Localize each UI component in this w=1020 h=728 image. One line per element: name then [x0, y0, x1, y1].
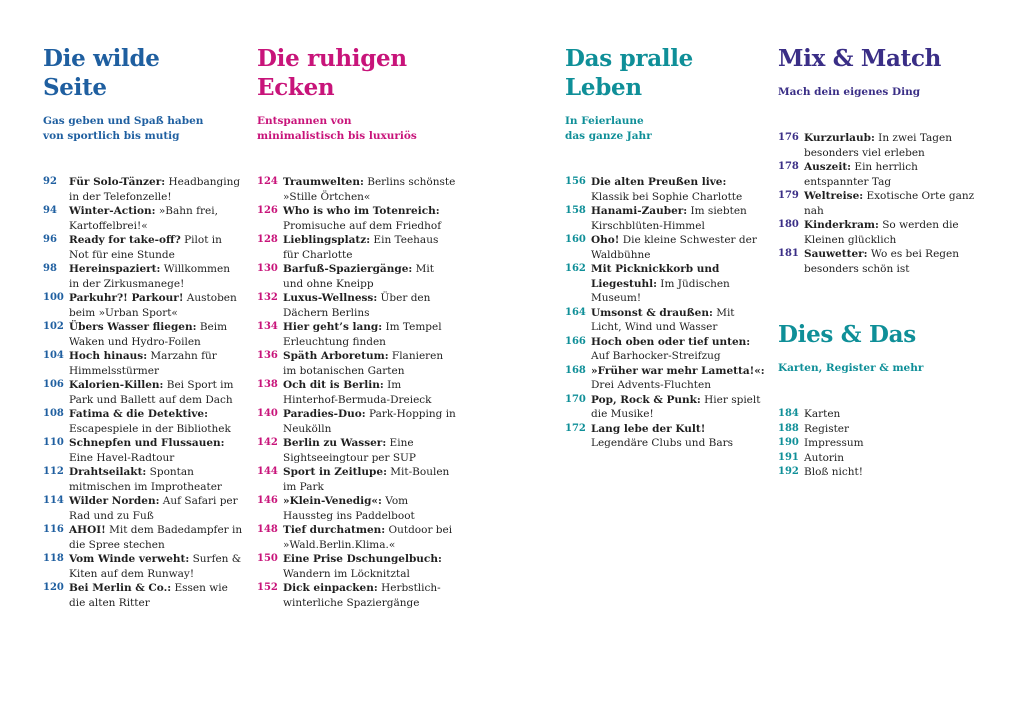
- toc-entry: [778, 218, 978, 247]
- entry-text: [283, 407, 457, 436]
- section-quiet: [257, 44, 457, 609]
- entry-description: Pilot in Not für eine Stunde: [69, 234, 222, 261]
- toc-entry: [778, 131, 978, 160]
- toc-entry: [257, 233, 457, 262]
- page-number: 176: [778, 132, 799, 143]
- section-subtitle: [778, 361, 978, 376]
- entry-description: Mit Licht, Wind und Wasser: [591, 306, 735, 333]
- toc-entry: [778, 465, 978, 480]
- toc-entry: [257, 494, 457, 523]
- entry-heading: Übers Wasser fliegen:: [69, 321, 197, 333]
- page-number: 190: [778, 437, 799, 448]
- entry-heading: Mit Picknickkorb und Liegestuhl:: [591, 263, 720, 290]
- toc-entry: [43, 523, 243, 552]
- page-number: 116: [43, 524, 64, 535]
- entry-text: [591, 233, 765, 262]
- page-number: 179: [778, 190, 799, 201]
- toc-entry: [778, 247, 978, 276]
- entry-description: Karten: [804, 408, 841, 420]
- entry-description: Drei Advents-Fluchten: [591, 379, 711, 391]
- entry-description: In zwei Tagen besonders viel erleben: [804, 132, 953, 159]
- toc-entry: [257, 407, 457, 436]
- entry-heading: Winter-Action:: [69, 205, 156, 217]
- entry-text: [69, 581, 243, 610]
- entry-heading: »Klein-Venedig«:: [283, 495, 382, 507]
- entry-heading: Hereinspaziert:: [69, 263, 161, 275]
- entry-description: Klassik bei Sophie Charlotte: [591, 190, 743, 203]
- entry-heading: Hoch oben oder tief unten:: [591, 335, 751, 348]
- entry-description: Mit und ohne Kneipp: [283, 263, 434, 290]
- page-number: 184: [778, 408, 799, 419]
- entry-text: [283, 175, 457, 204]
- entry-description: Surfen & Kiten auf dem Runway!: [69, 553, 242, 580]
- entry-text: [69, 436, 243, 465]
- entry-text: [591, 335, 765, 364]
- page-number: 96: [43, 234, 57, 245]
- entry-description: Im Jüdischen Museum!: [591, 277, 730, 304]
- entry-description: Legendäre Clubs und Bars: [591, 437, 734, 449]
- toc-entry: [43, 175, 243, 204]
- entry-description: »Bahn frei, Kartoffelbrei!«: [69, 205, 218, 232]
- page-number: 110: [43, 437, 64, 448]
- title-line: Dies & Das: [778, 321, 916, 348]
- toc-entry: [778, 189, 978, 218]
- entry-heading: Pop, Rock & Punk:: [591, 393, 701, 406]
- subtitle-line: In Feierlaune: [565, 115, 644, 127]
- toc-entry: [565, 364, 765, 393]
- page-number: 178: [778, 161, 799, 172]
- entry-text: [283, 291, 457, 320]
- entry-text: [591, 262, 765, 306]
- entry-heading: Sauwetter:: [804, 248, 868, 260]
- entry-text: [804, 189, 978, 218]
- subtitle-line: das ganze Jahr: [565, 129, 652, 142]
- entry-text: [804, 451, 978, 466]
- entry-heading: Eine Prise Dschungelbuch:: [283, 553, 442, 565]
- entry-text: [591, 393, 765, 422]
- entry-text: [804, 247, 978, 276]
- entry-heading: Weltreise:: [804, 190, 864, 202]
- toc-entry: [565, 335, 765, 364]
- entry-heading: Fatima & die Detektive:: [69, 408, 208, 420]
- entry-description: Promisuche auf dem Friedhof: [283, 219, 442, 232]
- page-number: 150: [257, 553, 278, 564]
- subtitle-line: Gas geben und Spaß haben: [43, 115, 204, 127]
- section-subtitle: [43, 114, 243, 143]
- page-number: 134: [257, 321, 278, 332]
- entry-heading: Bei Merlin & Co.:: [69, 582, 172, 594]
- page-number: 126: [257, 205, 278, 216]
- page-number: 156: [565, 176, 586, 187]
- entry-text: [804, 407, 978, 422]
- toc-list: [778, 407, 978, 480]
- toc-entry: [43, 407, 243, 436]
- title-line: Die ruhigen: [257, 45, 407, 72]
- entry-description: Im Tempel Erleuchtung finden: [283, 321, 442, 348]
- entry-text: [283, 233, 457, 262]
- entry-heading: Sport in Zeitlupe:: [283, 466, 387, 478]
- subtitle-line: Mach dein eigenes Ding: [778, 86, 921, 98]
- toc-entry: [43, 465, 243, 494]
- entry-heading: Parkuhr?! Parkour!: [69, 292, 184, 304]
- entry-heading: Lang lebe der Kult!: [591, 422, 706, 435]
- page-number: 106: [43, 379, 64, 390]
- entry-heading: Auszeit:: [804, 161, 852, 173]
- section-subtitle: [565, 114, 765, 143]
- toc-entry: [565, 393, 765, 422]
- entry-heading: AHOI!: [69, 524, 106, 536]
- section-mix: [778, 44, 978, 275]
- page-number: 188: [778, 422, 799, 434]
- toc-entry: [43, 262, 243, 291]
- entry-description: Mit-Boulen im Park: [283, 466, 450, 493]
- section-title: [257, 44, 457, 102]
- entry-text: [69, 552, 243, 581]
- section-dies: [778, 320, 978, 478]
- toc-entry: [43, 552, 243, 581]
- toc-entry: [257, 262, 457, 291]
- entry-text: [69, 494, 243, 523]
- entry-description: Flanieren im botanischen Garten: [283, 350, 444, 377]
- title-line: Das pralle: [565, 45, 694, 72]
- page-number: 104: [43, 350, 64, 361]
- entry-text: [69, 175, 243, 204]
- page-number: 128: [257, 234, 278, 245]
- entry-description: Wandern im Löcknitztal: [283, 567, 410, 580]
- entry-description: Bloß nicht!: [804, 466, 863, 478]
- page-number: 114: [43, 495, 64, 506]
- section-wild: [43, 44, 243, 609]
- entry-description: Austoben beim »Urban Sport«: [69, 292, 237, 319]
- page-number: 168: [565, 364, 586, 376]
- toc-entry: [565, 204, 765, 233]
- entry-heading: Och dit is Berlin:: [283, 379, 384, 391]
- entry-description: Register: [804, 422, 850, 435]
- toc-entry: [43, 349, 243, 378]
- entry-heading: Kalorien-Killen:: [69, 379, 164, 391]
- entry-text: [591, 422, 765, 451]
- entry-heading: Kinderkram:: [804, 219, 879, 231]
- toc-entry: [778, 451, 978, 466]
- entry-description: Willkommen in der Zirkusmanege!: [69, 263, 230, 290]
- toc-entry: [257, 552, 457, 581]
- entry-description: Marzahn für Himmelsstürmer: [69, 350, 217, 377]
- page-number: 124: [257, 176, 278, 187]
- toc-entry: [257, 378, 457, 407]
- toc-entry: [43, 204, 243, 233]
- page-number: 112: [43, 466, 64, 477]
- entry-description: Impressum: [804, 437, 864, 449]
- entry-text: [69, 378, 243, 407]
- entry-description: Hier spielt die Musike!: [591, 393, 761, 420]
- entry-text: [283, 204, 457, 233]
- entry-heading: Who is who im Totenreich:: [283, 205, 440, 217]
- page-number: 142: [257, 437, 278, 448]
- entry-description: Autorin: [804, 451, 845, 464]
- page-number: 130: [257, 263, 278, 274]
- page-number: 100: [43, 292, 64, 303]
- entry-heading: Ready for take-off?: [69, 234, 181, 246]
- entry-text: [69, 465, 243, 494]
- toc-entry: [257, 204, 457, 233]
- entry-description: Wo es bei Regen besonders schön ist: [804, 248, 959, 275]
- entry-heading: Paradies-Duo:: [283, 408, 366, 420]
- toc-entry: [778, 422, 978, 437]
- title-line: Leben: [565, 74, 642, 101]
- entry-description: Auf Safari per Rad und zu Fuß: [69, 495, 238, 522]
- entry-text: [69, 204, 243, 233]
- entry-text: [283, 320, 457, 349]
- entry-text: [804, 465, 978, 480]
- page-number: 191: [778, 451, 799, 463]
- entry-text: [283, 436, 457, 465]
- entry-text: [283, 494, 457, 523]
- page-number: 120: [43, 582, 64, 593]
- entry-description: Im siebten Kirschblüten-Himmel: [591, 205, 747, 232]
- entry-text: [283, 581, 457, 610]
- toc-entry: [565, 262, 765, 306]
- entry-text: [283, 465, 457, 494]
- page-number: 94: [43, 205, 57, 216]
- entry-description: Mit dem Badedampfer in die Spree stechen: [69, 524, 243, 551]
- subtitle-line: Karten, Register & mehr: [778, 362, 924, 374]
- page-number: 92: [43, 176, 57, 187]
- entry-text: [283, 523, 457, 552]
- entry-description: Eine Sightseeingtour per SUP: [283, 437, 416, 464]
- entry-description: Die kleine Schwester der Waldbühne: [591, 234, 757, 261]
- toc-entry: [43, 436, 243, 465]
- page-number: 180: [778, 219, 799, 230]
- entry-description: Park-Hopping in Neukölln: [283, 408, 456, 435]
- page-number: 144: [257, 466, 278, 477]
- title-line: Ecken: [257, 74, 335, 101]
- toc-entry: [257, 320, 457, 349]
- entry-heading: Vom Winde verweht:: [69, 553, 190, 565]
- toc-entry: [43, 233, 243, 262]
- entry-text: [283, 378, 457, 407]
- toc-entry: [778, 160, 978, 189]
- toc-entry: [565, 422, 765, 451]
- toc-entry: [43, 581, 243, 610]
- entry-description: So werden die Kleinen glücklich: [804, 219, 959, 246]
- entry-text: [591, 306, 765, 335]
- entry-heading: Traumwelten:: [283, 176, 364, 188]
- page-number: 172: [565, 422, 586, 434]
- entry-text: [804, 160, 978, 189]
- entry-text: [69, 233, 243, 262]
- page-number: 108: [43, 408, 64, 419]
- entry-heading: Wilder Norden:: [69, 495, 160, 507]
- entry-heading: Kurzurlaub:: [804, 132, 875, 144]
- page-number: 132: [257, 292, 278, 303]
- title-line: Seite: [43, 74, 107, 101]
- entry-heading: Dick einpacken:: [283, 582, 378, 594]
- entry-heading: Luxus-Wellness:: [283, 292, 378, 304]
- toc-entry: [257, 465, 457, 494]
- entry-heading: Tief durchatmen:: [283, 524, 386, 536]
- toc-entry: [43, 320, 243, 349]
- toc-entry: [778, 407, 978, 422]
- toc-list: [43, 175, 243, 610]
- toc-entry: [257, 175, 457, 204]
- entry-heading: Drahtseilakt:: [69, 466, 147, 478]
- toc-entry: [778, 436, 978, 451]
- entry-heading: »Früher war mehr Lametta!«:: [591, 364, 765, 377]
- entry-heading: Oho!: [591, 234, 620, 246]
- entry-description: Escapespiele in der Bibliothek: [69, 422, 231, 435]
- page-number: 118: [43, 553, 64, 564]
- toc-entry: [43, 378, 243, 407]
- entry-heading: Umsonst & draußen:: [591, 306, 713, 319]
- entry-heading: Barfuß-Spaziergänge:: [283, 263, 413, 275]
- entry-description: Eine Havel-Radtour: [69, 451, 175, 464]
- entry-text: [69, 291, 243, 320]
- entry-text: [591, 175, 765, 204]
- entry-description: Exotische Orte ganz nah: [804, 190, 975, 217]
- toc-list: [257, 175, 457, 610]
- page-number: 152: [257, 582, 278, 593]
- entry-description: Headbanging in der Telefonzelle!: [69, 176, 241, 203]
- entry-heading: Hanami-Zauber:: [591, 205, 688, 217]
- page-number: 146: [257, 495, 278, 506]
- subtitle-line: Entspannen von: [257, 115, 352, 127]
- page-number: 160: [565, 234, 586, 245]
- entry-description: Berlins schönste »Stille Örtchen«: [283, 176, 456, 203]
- entry-description: Beim Waken und Hydro-Foilen: [69, 321, 228, 348]
- entry-description: Ein Teehaus für Charlotte: [283, 234, 439, 261]
- entry-heading: Späth Arboretum:: [283, 350, 389, 362]
- toc-list: [778, 131, 978, 276]
- entry-heading: Hoch hinaus:: [69, 350, 148, 362]
- entry-text: [591, 364, 765, 393]
- entry-text: [804, 131, 978, 160]
- page-number: 136: [257, 350, 278, 361]
- page-number: 181: [778, 248, 799, 259]
- entry-description: Essen wie die alten Ritter: [69, 582, 228, 609]
- page-number: 162: [565, 263, 586, 274]
- toc-entry: [257, 349, 457, 378]
- entry-description: Vom Haussteg ins Paddelboot: [283, 495, 415, 522]
- entry-text: [283, 262, 457, 291]
- entry-description: Spontan mitmischen im Improtheater: [69, 466, 222, 493]
- section-title: [778, 320, 978, 349]
- entry-text: [69, 349, 243, 378]
- section-title: [565, 44, 765, 102]
- section-life: [565, 44, 765, 449]
- toc-entry: [565, 175, 765, 204]
- toc-entry: [43, 494, 243, 523]
- entry-text: [69, 262, 243, 291]
- page-number: 192: [778, 466, 799, 477]
- entry-text: [69, 320, 243, 349]
- entry-text: [283, 552, 457, 581]
- entry-heading: Hier geht’s lang:: [283, 321, 383, 333]
- entry-description: Bei Sport im Park und Ballett auf dem Dach: [69, 379, 234, 406]
- toc-list: [565, 175, 765, 451]
- entry-text: [804, 422, 978, 437]
- toc-entry: [257, 523, 457, 552]
- subtitle-line: von sportlich bis mutig: [43, 129, 180, 142]
- title-line: Die wilde: [43, 45, 160, 72]
- page-number: 158: [565, 205, 586, 216]
- entry-description: Im Hinterhof-Bermuda-Dreieck: [283, 379, 432, 406]
- entry-text: [804, 436, 978, 451]
- subtitle-line: minimalistisch bis luxuriös: [257, 129, 417, 142]
- entry-heading: Schnepfen und Flussauen:: [69, 437, 225, 449]
- entry-heading: Die alten Preußen live:: [591, 176, 727, 188]
- toc-entry: [257, 291, 457, 320]
- toc-entry: [565, 233, 765, 262]
- page-number: 140: [257, 408, 278, 419]
- section-title: [43, 44, 243, 102]
- entry-heading: Lieblingsplatz:: [283, 234, 371, 246]
- entry-description: Herbstlich-winterliche Spaziergänge: [283, 582, 441, 609]
- page-number: 164: [565, 306, 586, 318]
- entry-text: [69, 523, 243, 552]
- toc-entry: [565, 306, 765, 335]
- page-number: 98: [43, 263, 57, 274]
- toc-entry: [257, 581, 457, 610]
- page-number: 166: [565, 335, 586, 347]
- toc-entry: [43, 291, 243, 320]
- page-number: 148: [257, 524, 278, 535]
- entry-text: [283, 349, 457, 378]
- entry-description: Auf Barhocker-Streifzug: [591, 350, 721, 362]
- section-subtitle: [778, 85, 978, 100]
- section-title: [778, 44, 978, 73]
- toc-entry: [257, 436, 457, 465]
- page-number: 138: [257, 379, 278, 390]
- entry-heading: Berlin zu Wasser:: [283, 437, 387, 449]
- entry-description: Ein herrlich entspannter Tag: [804, 161, 918, 188]
- page-number: 170: [565, 393, 586, 405]
- section-subtitle: [257, 114, 457, 143]
- entry-description: Über den Dächern Berlins: [283, 292, 431, 319]
- entry-text: [69, 407, 243, 436]
- entry-heading: Für Solo-Tänzer:: [69, 176, 166, 188]
- entry-description: Outdoor bei »Wald.Berlin.Klima.«: [283, 524, 453, 551]
- entry-text: [804, 218, 978, 247]
- entry-text: [591, 204, 765, 233]
- title-line: Mix & Match: [778, 45, 942, 72]
- page-number: 102: [43, 321, 64, 332]
